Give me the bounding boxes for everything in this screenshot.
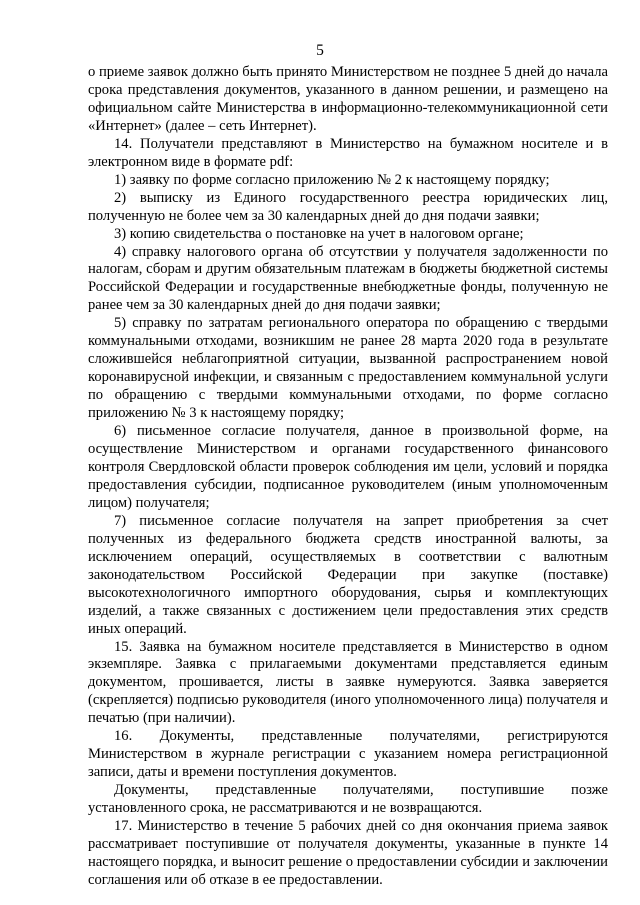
paragraph-item-17: 17. Министерство в течение 5 рабочих дней со дня окончания приема заявок рассматривает поступившие от получателя документы, указанные в пункте 14 настоящего порядка, и выносит решение о предоставлении субсидии и заключении соглашения или об отказе в ее предоставлении. [88, 818, 608, 888]
list-item-4: 4) справку налогового органа об отсутствии у получателя задолженности по налогам, сборам и другим обязательным платежам в бюджеты бюджетной системы Российской Федерации и государственные внебюджетные фонды, полученную не ранее чем за 30 календарных дней до дня подачи заявки; [88, 243, 608, 314]
list-item-6: 6) письменное согласие получателя, данное в произвольной форме, на осуществление Министерством и органами государственного финансового контроля Свердловской области проверок соблюдения им цели, условий и порядка предоставления субсидии, подписанное руководителем (иным уполномоченным лицом) получателя; [88, 423, 608, 511]
page-number: 5 [316, 42, 324, 59]
paragraph-item-15: 15. Заявка на бумажном носителе представляется в Министерство в одном экземпляре. Заявка с прилагаемыми документами представляется единым документом, прошивается, листы в заявке нумеруются. Заявка заверяется (скрепляется) подписью руководителя (иного уполномоченного лица) получателя и печатью (при наличии). [88, 638, 608, 727]
list-item-5: 5) справку по затратам регионального оператора по обращению с твердыми коммунальными отходами, возникшим не ранее 28 марта 2020 года в результате сложившейся неблагоприятной ситуации, вызванной распространением новой коронавирусной инфекции, и связанным с предоставлением коммунальной услуги по обращению с твердыми коммунальными отходами, по форме согласно приложению № 3 к настоящему порядку; [88, 315, 608, 422]
paragraph-item-14: 14. Получатели представляют в Министерство на бумажном носителе и в электронном виде в формате pdf: [88, 135, 608, 170]
list-item-2: 2) выписку из Единого государственного реестра юридических лиц, полученную не более чем за 30 календарных дней до дня подачи заявки; [88, 189, 608, 224]
list-item-7: 7) письменное согласие получателя на запрет приобретения за счет полученных из федерального бюджета средств иностранной валюты, за исключением операций, осуществляемых в соответствии с валютным законодательством Российской Федерации при закупке (поставке) высокотехнологичного импортного оборудования, сырья и комплектующих изделий, а также связанных с достижением цели предоставления этих средств иных операций. [88, 512, 608, 637]
document-body [88, 64, 608, 890]
paragraph-item-16: 16. Документы, представленные получателями, регистрируются Министерством в журнале регистрации с указанием номера регистрационной записи, даты и времени поступления документов. [88, 728, 608, 781]
list-item-1: 1) заявку по форме согласно приложению № 2 к настоящему порядку; [114, 171, 550, 188]
list-item-3: 3) копию свидетельства о постановке на учет в налоговом органе; [114, 225, 524, 242]
paragraph-intro-continuation: о приеме заявок должно быть принято Министерством не позднее 5 дней до начала срока представления документов, указанного в данном решении, и размещено на официальном сайте Министерства в информационно-телекоммуникационной сети «Интернет» (далее – сеть Интернет). [88, 64, 608, 134]
paragraph-late-documents: Документы, представленные получателями, поступившие позже установленного срока, не рассматриваются и не возвращаются. [88, 782, 608, 817]
